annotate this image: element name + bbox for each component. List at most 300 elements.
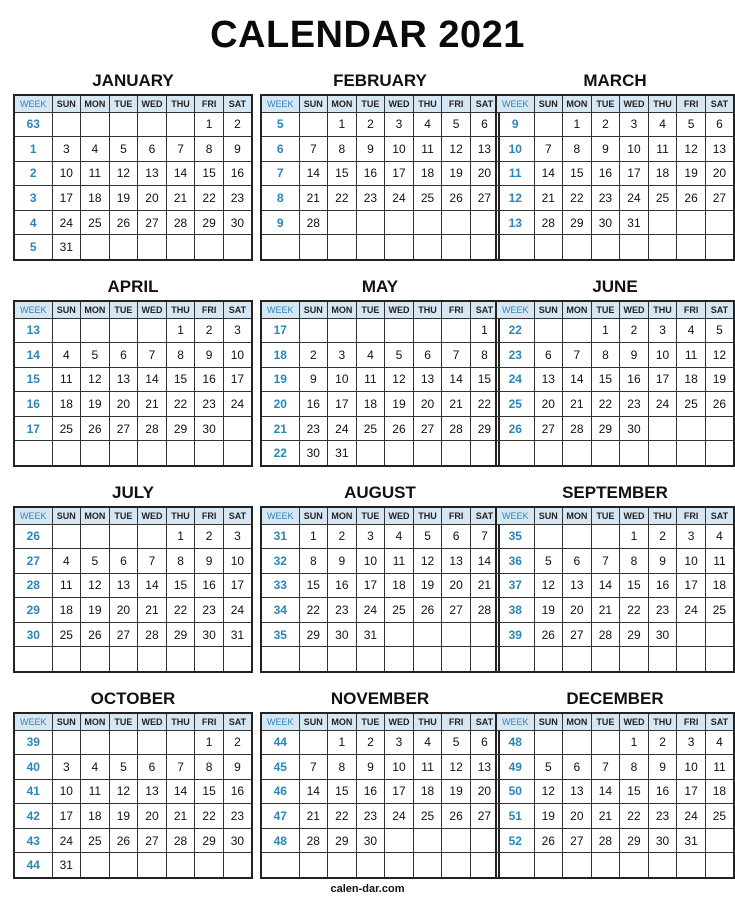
day-cell <box>563 647 592 672</box>
week-row <box>496 112 734 137</box>
day-cell <box>166 235 195 260</box>
day-cell: 18 <box>52 598 81 623</box>
weekday-header: TUE <box>591 713 620 730</box>
month-august <box>260 480 500 673</box>
day-cell <box>534 441 563 466</box>
weekday-header: SUN <box>52 95 81 112</box>
week-row <box>496 730 734 755</box>
day-cell <box>563 235 592 260</box>
day-cell: 18 <box>385 573 414 598</box>
day-cell: 28 <box>138 622 167 647</box>
day-cell <box>705 853 734 878</box>
day-cell <box>413 622 442 647</box>
day-cell: 31 <box>620 210 649 235</box>
day-cell: 9 <box>223 137 252 162</box>
week-number: 3 <box>14 186 52 211</box>
day-cell: 20 <box>705 161 734 186</box>
day-cell: 4 <box>648 112 677 137</box>
week-row <box>14 210 252 235</box>
day-cell: 10 <box>52 161 81 186</box>
day-cell: 8 <box>470 343 499 368</box>
day-cell: 22 <box>563 186 592 211</box>
day-cell <box>109 524 138 549</box>
day-cell: 7 <box>166 137 195 162</box>
day-cell: 28 <box>591 828 620 853</box>
day-cell: 28 <box>563 416 592 441</box>
month-table <box>13 300 253 467</box>
week-row <box>496 210 734 235</box>
day-cell: 9 <box>591 137 620 162</box>
day-cell: 19 <box>109 186 138 211</box>
day-cell <box>52 647 81 672</box>
day-cell: 9 <box>648 755 677 780</box>
day-cell: 7 <box>299 137 328 162</box>
day-cell: 25 <box>81 828 110 853</box>
day-cell <box>534 318 563 343</box>
day-cell: 26 <box>534 828 563 853</box>
week-number: 16 <box>14 392 52 417</box>
week-row <box>14 441 252 466</box>
day-cell: 23 <box>223 186 252 211</box>
week-number: 4 <box>14 210 52 235</box>
day-cell: 24 <box>648 392 677 417</box>
month-september <box>495 480 735 673</box>
day-cell: 2 <box>648 730 677 755</box>
week-number: 30 <box>14 622 52 647</box>
day-cell: 28 <box>299 828 328 853</box>
day-cell: 13 <box>442 549 471 574</box>
week-number: 9 <box>496 112 534 137</box>
day-cell: 7 <box>591 549 620 574</box>
weekday-header: SAT <box>223 301 252 318</box>
day-cell <box>591 647 620 672</box>
day-cell: 10 <box>677 755 706 780</box>
day-cell <box>328 647 357 672</box>
week-row <box>261 549 499 574</box>
day-cell: 17 <box>648 367 677 392</box>
weekday-header: THU <box>166 95 195 112</box>
week-row <box>496 161 734 186</box>
week-header: WEEK <box>14 95 52 112</box>
day-cell: 1 <box>195 112 224 137</box>
day-cell <box>299 112 328 137</box>
day-cell: 2 <box>648 524 677 549</box>
day-cell: 15 <box>591 367 620 392</box>
day-cell: 16 <box>356 779 385 804</box>
week-row <box>14 647 252 672</box>
day-cell: 3 <box>677 730 706 755</box>
day-cell <box>223 441 252 466</box>
day-cell: 26 <box>534 622 563 647</box>
week-row <box>14 318 252 343</box>
day-cell: 7 <box>470 524 499 549</box>
month-table <box>260 506 500 673</box>
day-cell: 26 <box>442 804 471 829</box>
day-cell: 28 <box>442 416 471 441</box>
month-november <box>260 686 500 879</box>
weekday-header: SAT <box>470 95 499 112</box>
day-cell: 26 <box>109 210 138 235</box>
day-cell: 30 <box>620 416 649 441</box>
day-cell: 15 <box>470 367 499 392</box>
day-cell <box>563 318 592 343</box>
month-table <box>495 300 735 467</box>
day-cell <box>166 112 195 137</box>
day-cell: 3 <box>52 755 81 780</box>
month-name: APRIL <box>107 277 159 296</box>
day-cell <box>385 318 414 343</box>
weekday-header: THU <box>413 301 442 318</box>
week-row <box>496 343 734 368</box>
week-row <box>261 622 499 647</box>
day-cell: 1 <box>470 318 499 343</box>
footer-credit: calen-dar.com <box>330 883 405 895</box>
weekday-header: MON <box>81 95 110 112</box>
day-cell: 12 <box>81 573 110 598</box>
day-cell: 12 <box>677 137 706 162</box>
day-cell <box>299 235 328 260</box>
week-number: 63 <box>14 112 52 137</box>
day-cell: 23 <box>195 392 224 417</box>
week-row <box>261 392 499 417</box>
day-cell <box>81 730 110 755</box>
weekday-header: TUE <box>109 301 138 318</box>
month-name: NOVEMBER <box>330 689 430 708</box>
week-row <box>496 318 734 343</box>
day-cell: 28 <box>470 598 499 623</box>
day-cell: 22 <box>620 598 649 623</box>
day-cell: 26 <box>81 416 110 441</box>
day-cell: 26 <box>705 392 734 417</box>
weekday-header: SUN <box>534 301 563 318</box>
month-table <box>495 506 735 673</box>
day-cell: 30 <box>356 828 385 853</box>
day-cell: 14 <box>534 161 563 186</box>
month-february <box>260 68 500 261</box>
day-cell: 2 <box>356 730 385 755</box>
day-cell: 7 <box>299 755 328 780</box>
day-cell <box>442 318 471 343</box>
day-cell: 17 <box>223 367 252 392</box>
day-cell: 6 <box>442 524 471 549</box>
day-cell: 15 <box>195 161 224 186</box>
day-cell <box>223 853 252 878</box>
day-cell: 30 <box>223 828 252 853</box>
day-cell: 19 <box>534 598 563 623</box>
day-cell: 8 <box>591 343 620 368</box>
month-october <box>13 686 253 879</box>
week-number: 48 <box>261 828 299 853</box>
week-row <box>261 755 499 780</box>
day-cell: 2 <box>591 112 620 137</box>
week-number: 36 <box>496 549 534 574</box>
week-number: 49 <box>496 755 534 780</box>
day-cell: 19 <box>385 392 414 417</box>
day-cell: 10 <box>385 137 414 162</box>
day-cell <box>138 441 167 466</box>
weekday-header: MON <box>563 713 592 730</box>
day-cell: 16 <box>648 779 677 804</box>
day-cell <box>442 441 471 466</box>
day-cell: 2 <box>223 730 252 755</box>
day-cell: 3 <box>328 343 357 368</box>
day-cell: 3 <box>385 730 414 755</box>
day-cell <box>563 730 592 755</box>
day-cell: 15 <box>620 779 649 804</box>
day-cell: 21 <box>166 804 195 829</box>
weekday-header: SAT <box>470 713 499 730</box>
day-cell: 1 <box>563 112 592 137</box>
day-cell: 26 <box>677 186 706 211</box>
day-cell: 9 <box>195 343 224 368</box>
weekday-header: WED <box>620 507 649 524</box>
day-cell: 22 <box>328 804 357 829</box>
day-cell: 9 <box>328 549 357 574</box>
weekday-header: SAT <box>223 95 252 112</box>
day-cell: 11 <box>677 343 706 368</box>
day-cell <box>413 828 442 853</box>
month-june <box>495 274 735 467</box>
week-row <box>14 186 252 211</box>
day-cell: 20 <box>138 804 167 829</box>
day-cell: 12 <box>385 367 414 392</box>
day-cell <box>677 235 706 260</box>
day-cell: 20 <box>470 779 499 804</box>
day-cell <box>109 730 138 755</box>
day-cell: 2 <box>299 343 328 368</box>
day-cell <box>166 647 195 672</box>
day-cell <box>385 210 414 235</box>
day-cell: 13 <box>563 573 592 598</box>
day-cell <box>534 853 563 878</box>
day-cell: 23 <box>299 416 328 441</box>
week-row <box>261 573 499 598</box>
week-number: 17 <box>14 416 52 441</box>
month-table <box>260 712 500 879</box>
day-cell: 24 <box>223 392 252 417</box>
month-name: JULY <box>112 483 154 502</box>
day-cell <box>620 441 649 466</box>
day-cell: 19 <box>109 804 138 829</box>
day-cell <box>109 235 138 260</box>
day-cell: 23 <box>356 186 385 211</box>
day-cell: 21 <box>299 804 328 829</box>
day-cell: 24 <box>677 598 706 623</box>
day-cell: 8 <box>195 755 224 780</box>
weekday-header: TUE <box>591 507 620 524</box>
day-cell: 6 <box>563 549 592 574</box>
day-cell: 13 <box>109 367 138 392</box>
day-cell <box>677 622 706 647</box>
week-row <box>261 367 499 392</box>
day-cell <box>328 235 357 260</box>
week-number: 13 <box>496 210 534 235</box>
day-cell: 12 <box>109 779 138 804</box>
week-row <box>14 730 252 755</box>
day-cell: 20 <box>109 392 138 417</box>
day-cell: 7 <box>591 755 620 780</box>
day-cell <box>166 853 195 878</box>
day-cell: 12 <box>442 137 471 162</box>
weekday-header: THU <box>413 95 442 112</box>
week-number: 44 <box>14 853 52 878</box>
month-name: MAY <box>361 277 399 296</box>
day-cell: 15 <box>195 779 224 804</box>
weekday-header: WED <box>385 713 414 730</box>
day-cell <box>356 318 385 343</box>
month-july <box>13 480 253 673</box>
day-cell: 14 <box>563 367 592 392</box>
week-number: 6 <box>261 137 299 162</box>
day-cell: 4 <box>705 524 734 549</box>
day-cell: 13 <box>138 779 167 804</box>
day-cell <box>385 235 414 260</box>
weekday-header: TUE <box>356 95 385 112</box>
day-cell: 22 <box>328 186 357 211</box>
day-cell: 7 <box>138 549 167 574</box>
day-cell <box>442 853 471 878</box>
day-cell: 17 <box>385 779 414 804</box>
weekday-header: FRI <box>677 301 706 318</box>
week-row <box>496 186 734 211</box>
day-cell <box>299 730 328 755</box>
weekday-header: TUE <box>356 507 385 524</box>
day-cell: 3 <box>52 137 81 162</box>
weekday-header: SAT <box>705 507 734 524</box>
weekday-header: FRI <box>195 95 224 112</box>
weekday-header: SUN <box>299 301 328 318</box>
day-cell: 11 <box>52 573 81 598</box>
day-cell: 8 <box>195 137 224 162</box>
day-cell: 27 <box>109 622 138 647</box>
weekday-header: FRI <box>442 713 471 730</box>
day-cell: 22 <box>195 804 224 829</box>
day-cell: 11 <box>52 367 81 392</box>
week-row <box>261 441 499 466</box>
week-row <box>14 112 252 137</box>
day-cell: 9 <box>223 755 252 780</box>
day-cell: 5 <box>81 343 110 368</box>
week-number: 12 <box>496 186 534 211</box>
week-row <box>496 416 734 441</box>
day-cell <box>677 647 706 672</box>
day-cell: 1 <box>620 524 649 549</box>
day-cell <box>385 828 414 853</box>
day-cell: 16 <box>223 161 252 186</box>
day-cell: 17 <box>52 186 81 211</box>
day-cell <box>591 441 620 466</box>
day-cell <box>677 210 706 235</box>
day-cell: 15 <box>620 573 649 598</box>
week-row <box>261 186 499 211</box>
week-number: 19 <box>261 367 299 392</box>
month-table <box>260 94 500 261</box>
week-number: 50 <box>496 779 534 804</box>
day-cell: 18 <box>413 161 442 186</box>
week-number: 10 <box>496 137 534 162</box>
day-cell <box>138 318 167 343</box>
day-cell <box>677 441 706 466</box>
day-cell: 20 <box>138 186 167 211</box>
day-cell: 17 <box>223 573 252 598</box>
day-cell: 4 <box>81 137 110 162</box>
weekday-header: THU <box>648 713 677 730</box>
month-name: JUNE <box>592 277 638 296</box>
day-cell: 30 <box>648 622 677 647</box>
day-cell: 27 <box>470 804 499 829</box>
day-cell <box>591 730 620 755</box>
month-may <box>260 274 500 467</box>
day-cell: 25 <box>81 210 110 235</box>
day-cell <box>534 235 563 260</box>
day-cell: 29 <box>195 828 224 853</box>
day-cell: 22 <box>620 804 649 829</box>
day-cell: 10 <box>620 137 649 162</box>
weekday-header: SAT <box>705 713 734 730</box>
day-cell: 31 <box>356 622 385 647</box>
week-number: 5 <box>261 112 299 137</box>
week-row <box>496 828 734 853</box>
weekday-header: FRI <box>195 301 224 318</box>
day-cell: 1 <box>328 730 357 755</box>
day-cell: 22 <box>195 186 224 211</box>
day-cell: 28 <box>166 210 195 235</box>
week-row <box>14 367 252 392</box>
weekday-header: TUE <box>109 713 138 730</box>
day-cell: 19 <box>705 367 734 392</box>
week-row <box>14 573 252 598</box>
day-cell: 27 <box>138 210 167 235</box>
week-number: 14 <box>14 343 52 368</box>
week-row <box>14 828 252 853</box>
day-cell <box>413 647 442 672</box>
day-cell: 30 <box>648 828 677 853</box>
day-cell: 22 <box>591 392 620 417</box>
day-cell <box>195 235 224 260</box>
day-cell: 7 <box>563 343 592 368</box>
day-cell: 8 <box>620 755 649 780</box>
day-cell <box>413 235 442 260</box>
day-cell: 10 <box>223 343 252 368</box>
day-cell: 23 <box>223 804 252 829</box>
day-cell: 8 <box>166 549 195 574</box>
week-row <box>496 524 734 549</box>
week-row <box>14 779 252 804</box>
day-cell: 6 <box>413 343 442 368</box>
day-cell <box>52 318 81 343</box>
month-table <box>495 94 735 261</box>
week-number: 26 <box>14 524 52 549</box>
day-cell: 24 <box>385 804 414 829</box>
day-cell <box>81 524 110 549</box>
weekday-header: MON <box>81 301 110 318</box>
day-cell: 13 <box>470 755 499 780</box>
day-cell: 18 <box>705 573 734 598</box>
page-title: CALENDAR 2021 <box>210 14 525 56</box>
day-cell: 5 <box>385 343 414 368</box>
day-cell: 5 <box>442 112 471 137</box>
day-cell: 8 <box>166 343 195 368</box>
weekday-header: FRI <box>195 507 224 524</box>
day-cell: 29 <box>299 622 328 647</box>
day-cell: 5 <box>534 549 563 574</box>
day-cell <box>648 647 677 672</box>
day-cell: 14 <box>138 367 167 392</box>
weekday-header: WED <box>620 713 649 730</box>
day-cell: 11 <box>356 367 385 392</box>
day-cell <box>195 441 224 466</box>
day-cell <box>385 622 414 647</box>
